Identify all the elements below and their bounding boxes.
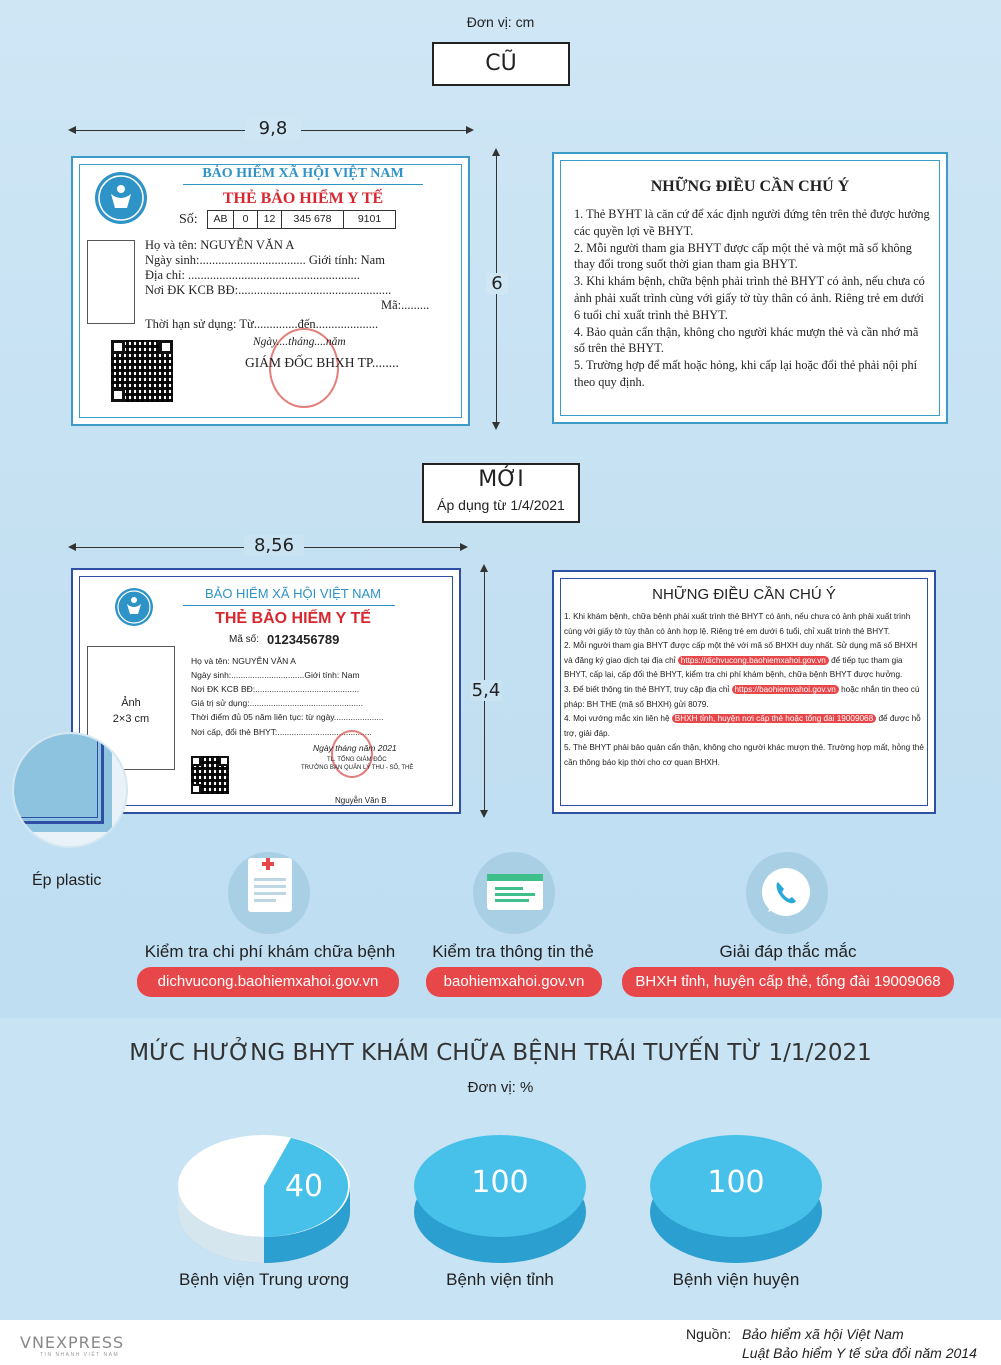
new-card-kcb: Nơi ĐK KCB BĐ:............................................ xyxy=(191,684,360,694)
new-card-title: THẺ BẢO HIỂM Y TẾ xyxy=(215,610,371,627)
new-card-code: 0123456789 xyxy=(267,632,340,647)
old-card-validity: Thời hạn sử dụng: Từ..............đến.................... xyxy=(145,317,379,331)
new-card-label: MỚI Áp dụng từ 1/4/2021 xyxy=(422,463,580,523)
service-title-1: Kiểm tra chi phí khám chữa bệnh xyxy=(144,942,396,961)
benefit-value-1: 40 xyxy=(284,1169,324,1204)
new-back-item-4: 4. Mọi vướng mắc xin liên hệ BHXH tỉnh, huyện nơi cấp thẻ hoặc tổng đài 19009068 để được hỗ trợ, giải đáp. xyxy=(564,714,921,738)
new-back-item-2: 2. Mỗi người tham gia BHYT được cấp một thẻ với mã số BHXH duy nhất. Sử dụng mã số BHXH và đăng ký giao dịch tại địa chỉ https://dichvucong.baohiemxahoi.gov.vn để tiếp tục tham gia BHYT, cấp lại, cấp đổi thẻ BHYT, kiểm tra chi phí khám bệnh, chữa bệnh BHYT được hưởng. xyxy=(564,641,918,680)
service-circle-1 xyxy=(228,852,310,934)
new-card-five-years: Thời điểm đủ 05 năm liên tục: từ ngày..................... xyxy=(191,712,384,722)
benefit-label-2: Bệnh viện tỉnh xyxy=(446,1270,554,1289)
new-back-hotline: BHXH tỉnh, huyện nơi cấp thẻ hoặc tổng đài 19009068 xyxy=(672,714,876,723)
benefit-label-1: Bệnh viện Trung ương xyxy=(179,1270,349,1289)
new-card-sign-title2: TRƯỞNG BAN QUẢN LÝ THU - SỐ, THẺ xyxy=(301,765,414,771)
benefit-value-2: 100 xyxy=(471,1165,529,1200)
old-card-address: Địa chỉ: ....................................................... xyxy=(145,268,360,282)
new-back-link-dichvucong[interactable]: https://dichvucong.baohiemxahoi.gov.vn xyxy=(678,656,829,665)
old-card-number-label: Số: xyxy=(179,212,198,227)
old-card-kcb: Nơi ĐK KCB BĐ:................................................. xyxy=(145,283,392,297)
new-width-value: 8,56 xyxy=(244,535,304,556)
old-card-date: Ngày....tháng....năm xyxy=(253,336,346,348)
plastic-detail-circle xyxy=(12,732,128,848)
new-back-link-baohiemxahoi[interactable]: https://baohiemxahoi.gov.vn xyxy=(732,685,839,694)
source-2: Luật Bảo hiểm Y tế sửa đổi năm 2014 xyxy=(742,1345,977,1361)
plastic-label: Ép plastic xyxy=(32,872,102,889)
bhxh-logo-icon xyxy=(115,588,153,626)
new-card-validity: Giá trị sử dụng:................................................ xyxy=(191,698,363,708)
old-card-back xyxy=(552,152,948,424)
benefit-value-3: 100 xyxy=(707,1165,765,1200)
new-card-issuer: Nơi cấp, đổi thẻ BHYT:........................................ xyxy=(191,727,372,737)
new-card-code-label: Mã số: xyxy=(229,634,260,645)
new-card-back xyxy=(552,570,936,814)
new-card-photo: Ảnh 2×3 cm xyxy=(87,646,175,770)
new-card-sign-title1: TL. TỔNG GIÁM ĐỐC xyxy=(327,757,387,763)
service-title-2: Kiểm tra thông tin thẻ xyxy=(432,942,594,961)
new-card-name: Họ và tên: NGUYỄN VĂN A xyxy=(191,656,296,666)
old-card-dob: Ngày sinh:.................................. Giới tính: Nam xyxy=(145,253,385,267)
new-back-title: NHỮNG ĐIỀU CẦN CHÚ Ý xyxy=(652,586,836,603)
new-back-item-3: 3. Để biết thông tin thẻ BHYT, truy cập địa chỉ https://baohiemxahoi.gov.vn hoặc nhắn tin theo cú pháp: BH THE (mã số BHXH) gửi 8079. xyxy=(564,684,920,709)
old-card-agency: BẢO HIỂM XÃ HỘI VIỆT NAM xyxy=(202,166,404,181)
old-card-number-box: AB 0 12 345 678 9101 xyxy=(207,210,396,229)
old-back-item-4: 4. Bảo quản cẩn thận, không cho người khác mượn thẻ và cần nhớ mã số trên thẻ BHYT. xyxy=(574,324,919,356)
new-back-item-5: 5. Thẻ BHYT phải bảo quản cẩn thận, không cho người khác mượn thẻ. Trường hợp mất, hỏng thẻ cần thông báo kịp thời cho cơ quan BHXH. xyxy=(564,743,924,767)
old-width-value: 9,8 xyxy=(245,118,301,139)
unit-label-top: Đơn vị: cm xyxy=(466,14,535,30)
service-link-1[interactable]: dichvucong.baohiemxahoi.gov.vn xyxy=(137,967,399,997)
old-back-item-3: 3. Khi khám bệnh, chữa bệnh phải trình thẻ BHYT có ảnh, nếu chưa có ảnh phải xuất trình cùng với giấy tờ tùy thân có ảnh. Riêng trẻ em dưới 6 tuổi chỉ xuất trình thẻ BHYT. xyxy=(574,274,925,322)
old-card-front xyxy=(71,156,470,426)
phone-chat-icon xyxy=(746,852,828,934)
old-card-name: Họ và tên: NGUYỄN VĂN A xyxy=(145,238,295,252)
vnexpress-logo: VNEXPRESS TIN NHANH VIỆT NAM xyxy=(20,1333,125,1358)
medical-form-icon xyxy=(228,852,310,934)
benefit-pie-2 xyxy=(414,1135,586,1263)
new-card-dob: Ngày sinh:...............................Giới tính: Nam xyxy=(191,670,360,680)
old-card-title: THẺ BẢO HIỂM Y TẾ xyxy=(222,190,384,207)
new-card-date: Ngày tháng năm 2021 xyxy=(313,743,397,753)
old-back-item-5: 5. Trường hợp để mất hoặc hỏng, khi cấp lại hoặc đổi thẻ phải nội phí theo quy định. xyxy=(574,358,918,389)
new-card-front xyxy=(71,568,461,814)
old-back-item-2: 2. Mỗi người tham gia BHYT được cấp một thẻ và một mã số không thay đổi trong suốt thời gian tham gia BHYT. xyxy=(574,240,912,272)
bhxh-logo-icon xyxy=(95,172,147,224)
service-title-3: Giải đáp thắc mắc xyxy=(719,942,857,961)
source-label: Nguồn: xyxy=(686,1326,732,1342)
old-height-value: 6 xyxy=(486,273,508,294)
benefit-pie-3 xyxy=(650,1135,822,1263)
new-card-agency: BẢO HIỂM XÃ HỘI VIỆT NAM xyxy=(204,586,381,601)
old-card-ma: Mã:......... xyxy=(381,298,430,312)
old-back-item-1: 1. Thẻ BYHT là căn cứ để xác định người đứng tên trên thẻ được hưởng các quyền lợi về BHYT. xyxy=(574,207,930,238)
old-card-label: CŨ xyxy=(432,42,570,86)
old-card-signer: GIÁM ĐỐC BHXH TP........ xyxy=(245,355,399,370)
old-card-photo xyxy=(87,240,135,324)
benefits-unit: Đơn vị: % xyxy=(467,1079,534,1096)
benefits-title: MỨC HƯỞNG BHYT KHÁM CHỮA BỆNH TRÁI TUYẾN TỪ 1/1/2021 xyxy=(129,1040,872,1066)
old-card-qr xyxy=(111,340,173,402)
id-card-icon xyxy=(473,852,555,934)
benefit-label-3: Bệnh viện huyện xyxy=(672,1270,800,1289)
old-back-title: NHỮNG ĐIỀU CẦN CHÚ Ý xyxy=(650,178,850,195)
new-card-qr xyxy=(191,756,229,794)
benefit-pie-1 xyxy=(178,1135,350,1263)
new-height-value: 5,4 xyxy=(471,680,501,701)
service-link-3[interactable]: BHXH tỉnh, huyện cấp thẻ, tổng đài 19009068 xyxy=(622,967,954,997)
service-link-2[interactable]: baohiemxahoi.gov.vn xyxy=(426,967,602,997)
new-card-signer: Nguyễn Văn B xyxy=(335,796,387,805)
source-1: Bảo hiểm xã hội Việt Nam xyxy=(742,1326,904,1342)
new-back-item-1: 1. Khi khám bệnh, chữa bệnh phải xuất trình thẻ BHYT có ảnh, nếu chưa có ảnh phải xuất trình cùng với giấy tờ tùy thân có ảnh hợp lệ. Riêng trẻ em dưới 6 tuổi, chỉ xuất trình thẻ BHYT. xyxy=(564,612,911,636)
service-circle-3 xyxy=(746,852,828,934)
service-circle-2 xyxy=(473,852,555,934)
